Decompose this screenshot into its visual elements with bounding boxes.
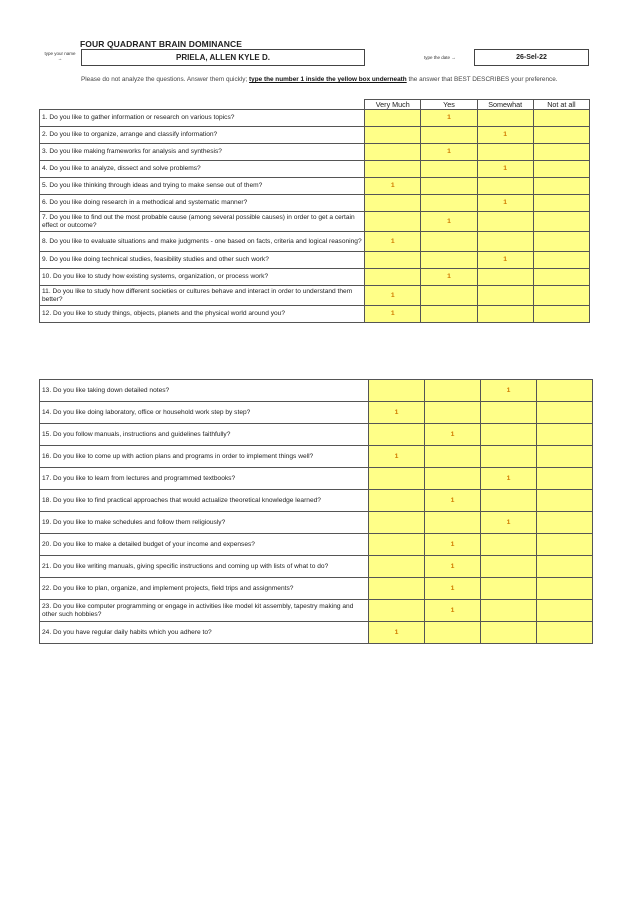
question-text: 24. Do you have regular daily habits which you adhere to? (40, 622, 369, 644)
answer-yes-cell[interactable] (425, 468, 481, 490)
name-field[interactable]: PRIELA, ALLEN KYLE D. (81, 49, 365, 66)
instructions-tail: the answer that BEST DESCRIBES your preference. (406, 76, 558, 83)
answer-yes-cell[interactable]: 1 (421, 144, 477, 161)
answer-somewhat-cell[interactable] (477, 212, 533, 232)
answer-not-at-all-cell[interactable] (533, 195, 589, 212)
answer-not-at-all-cell[interactable] (533, 110, 589, 127)
question-row (40, 178, 590, 195)
answer-very-much-cell[interactable] (365, 144, 421, 161)
question-text: 19. Do you like to make schedules and follow them religiously? (40, 512, 369, 534)
question-row (40, 600, 593, 622)
question-text: 12. Do you like to study things, objects, planets and the physical world around you? (40, 306, 365, 323)
question-text: 5. Do you like thinking through ideas and trying to make sense out of them? (40, 178, 365, 195)
question-row (40, 534, 593, 556)
answer-somewhat-cell[interactable] (477, 286, 533, 306)
answer-yes-cell[interactable]: 1 (425, 534, 481, 556)
answer-very-much-cell[interactable] (365, 127, 421, 144)
answer-yes-cell[interactable]: 1 (425, 600, 481, 622)
question-row (40, 512, 593, 534)
question-row (40, 232, 590, 252)
answer-very-much-cell[interactable] (369, 600, 425, 622)
answer-somewhat-cell[interactable] (477, 178, 533, 195)
question-text: 18. Do you like to find practical approaches that would actualize theoretical knowledge learned? (40, 490, 369, 512)
question-text: 4. Do you like to analyze, dissect and solve problems? (40, 161, 365, 178)
answer-not-at-all-cell[interactable] (533, 252, 589, 269)
answer-yes-cell[interactable]: 1 (421, 269, 477, 286)
date-label: type the date → (424, 55, 456, 60)
question-text: 21. Do you like writing manuals, giving specific instructions and coming up with lists of what to do? (40, 556, 369, 578)
questionnaire-table-1 (39, 99, 590, 323)
answer-yes-cell[interactable] (421, 127, 477, 144)
answer-very-much-cell[interactable]: 1 (365, 232, 421, 252)
answer-not-at-all-cell[interactable] (537, 380, 593, 402)
question-row (40, 195, 590, 212)
answer-yes-cell[interactable]: 1 (425, 556, 481, 578)
column-yes: Yes (421, 100, 477, 110)
answer-not-at-all-cell[interactable] (533, 127, 589, 144)
answer-not-at-all-cell[interactable] (537, 446, 593, 468)
answer-somewhat-cell[interactable]: 1 (477, 161, 533, 178)
answer-somewhat-cell[interactable] (481, 600, 537, 622)
answer-somewhat-cell[interactable] (481, 622, 537, 644)
question-row (40, 161, 590, 178)
answer-yes-cell[interactable]: 1 (425, 490, 481, 512)
column-somewhat: Somewhat (477, 100, 533, 110)
answer-very-much-cell[interactable]: 1 (365, 286, 421, 306)
question-text: 9. Do you like doing technical studies, feasibility studies and other such work? (40, 252, 365, 269)
answer-very-much-cell[interactable] (365, 195, 421, 212)
question-text: 10. Do you like to study how existing systems, organization, or process work? (40, 269, 365, 286)
answer-not-at-all-cell[interactable] (537, 424, 593, 446)
answer-yes-cell[interactable] (425, 512, 481, 534)
answer-very-much-cell[interactable] (369, 490, 425, 512)
question-text: 2. Do you like to organize, arrange and classify information? (40, 127, 365, 144)
header-row (40, 100, 590, 110)
question-row (40, 468, 593, 490)
answer-somewhat-cell[interactable] (481, 578, 537, 600)
answer-very-much-cell[interactable] (365, 110, 421, 127)
answer-not-at-all-cell[interactable] (537, 578, 593, 600)
answer-somewhat-cell[interactable] (481, 534, 537, 556)
answer-yes-cell[interactable] (421, 178, 477, 195)
answer-yes-cell[interactable] (421, 195, 477, 212)
question-row (40, 110, 590, 127)
answer-not-at-all-cell[interactable] (537, 556, 593, 578)
question-text: 16. Do you like to come up with action plans and programs in order to implement things well? (40, 446, 369, 468)
answer-yes-cell[interactable] (421, 161, 477, 178)
answer-yes-cell[interactable]: 1 (421, 212, 477, 232)
question-text: 8. Do you like to evaluate situations and make judgments - one based on facts, criteria and logical reasoning? (40, 232, 365, 252)
question-row (40, 556, 593, 578)
instructions (81, 76, 589, 84)
answer-somewhat-cell[interactable] (477, 269, 533, 286)
question-text: 7. Do you like to find out the most probable cause (among several possible causes) in order to get a certain effect or outcome? (40, 212, 365, 232)
answer-somewhat-cell[interactable] (481, 556, 537, 578)
question-text: 1. Do you like to gather information or research on various topics? (40, 110, 365, 127)
answer-very-much-cell[interactable] (365, 212, 421, 232)
answer-somewhat-cell[interactable] (481, 424, 537, 446)
answer-yes-cell[interactable]: 1 (425, 424, 481, 446)
answer-not-at-all-cell[interactable] (533, 212, 589, 232)
question-text: 13. Do you like taking down detailed notes? (40, 380, 369, 402)
column-very-much: Very Much (365, 100, 421, 110)
answer-somewhat-cell[interactable]: 1 (481, 512, 537, 534)
answer-somewhat-cell[interactable] (481, 490, 537, 512)
answer-somewhat-cell[interactable]: 1 (477, 195, 533, 212)
instructions-emphasis: type the number 1 inside the yellow box underneath (249, 76, 407, 83)
question-row (40, 212, 590, 232)
answer-very-much-cell[interactable] (369, 556, 425, 578)
answer-very-much-cell[interactable] (369, 512, 425, 534)
answer-yes-cell[interactable]: 1 (425, 578, 481, 600)
answer-yes-cell[interactable] (421, 232, 477, 252)
question-text: 15. Do you follow manuals, instructions and guidelines faithfully? (40, 424, 369, 446)
answer-somewhat-cell[interactable] (481, 446, 537, 468)
question-text: 22. Do you like to plan, organize, and implement projects, field trips and assignments? (40, 578, 369, 600)
question-row (40, 402, 593, 424)
answer-very-much-cell[interactable] (365, 161, 421, 178)
answer-somewhat-cell[interactable]: 1 (481, 468, 537, 490)
answer-not-at-all-cell[interactable] (537, 490, 593, 512)
answer-not-at-all-cell[interactable] (537, 622, 593, 644)
answer-yes-cell[interactable] (425, 380, 481, 402)
question-row (40, 144, 590, 161)
question-text: 23. Do you like computer programming or engage in activities like model kit assembly, tapestry making and other such hobbies? (40, 600, 369, 622)
answer-very-much-cell[interactable] (369, 424, 425, 446)
answer-not-at-all-cell[interactable] (533, 269, 589, 286)
question-row (40, 578, 593, 600)
answer-not-at-all-cell[interactable] (533, 144, 589, 161)
answer-not-at-all-cell[interactable] (533, 161, 589, 178)
answer-very-much-cell[interactable]: 1 (369, 622, 425, 644)
answer-yes-cell[interactable] (421, 306, 477, 323)
question-row (40, 446, 593, 468)
answer-not-at-all-cell[interactable] (537, 468, 593, 490)
question-text: 20. Do you like to make a detailed budget of your income and expenses? (40, 534, 369, 556)
answer-yes-cell[interactable]: 1 (421, 110, 477, 127)
answer-not-at-all-cell[interactable] (533, 306, 589, 323)
answer-somewhat-cell[interactable] (481, 402, 537, 424)
question-row (40, 306, 590, 323)
question-text: 11. Do you like to study how different societies or cultures behave and interact in order to understand them better? (40, 286, 365, 306)
question-row (40, 252, 590, 269)
answer-very-much-cell[interactable]: 1 (365, 178, 421, 195)
question-row (40, 127, 590, 144)
answer-yes-cell[interactable] (425, 622, 481, 644)
answer-somewhat-cell[interactable]: 1 (477, 252, 533, 269)
answer-very-much-cell[interactable] (365, 252, 421, 269)
answer-very-much-cell[interactable]: 1 (369, 446, 425, 468)
answer-very-much-cell[interactable] (369, 380, 425, 402)
answer-somewhat-cell[interactable] (477, 144, 533, 161)
question-text: 14. Do you like doing laboratory, office or household work step by step? (40, 402, 369, 424)
answer-yes-cell[interactable] (421, 286, 477, 306)
question-text: 3. Do you like making frameworks for analysis and synthesis? (40, 144, 365, 161)
answer-not-at-all-cell[interactable] (533, 232, 589, 252)
question-row (40, 286, 590, 306)
answer-very-much-cell[interactable] (369, 578, 425, 600)
question-text: 6. Do you like doing research in a methodical and systematic manner? (40, 195, 365, 212)
worksheet-title: FOUR QUADRANT BRAIN DOMINANCE (80, 39, 243, 49)
answer-somewhat-cell[interactable] (477, 306, 533, 323)
questions-body-1 (40, 110, 590, 323)
question-row (40, 380, 593, 402)
answer-very-much-cell[interactable]: 1 (369, 402, 425, 424)
column-not-at-all: Not at all (533, 100, 589, 110)
answer-very-much-cell[interactable]: 1 (365, 306, 421, 323)
question-row (40, 622, 593, 644)
answer-yes-cell[interactable] (421, 252, 477, 269)
answer-very-much-cell[interactable] (369, 534, 425, 556)
question-row (40, 424, 593, 446)
answer-not-at-all-cell[interactable] (537, 402, 593, 424)
answer-somewhat-cell[interactable] (477, 232, 533, 252)
question-text: 17. Do you like to learn from lectures and programmed textbooks? (40, 468, 369, 490)
answer-not-at-all-cell[interactable] (537, 534, 593, 556)
answer-not-at-all-cell[interactable] (537, 600, 593, 622)
answer-very-much-cell[interactable] (365, 269, 421, 286)
answer-not-at-all-cell[interactable] (533, 286, 589, 306)
question-header (40, 100, 365, 110)
answer-yes-cell[interactable] (425, 446, 481, 468)
instructions-text: Please do not analyze the questions. Answer them quickly; (81, 76, 250, 83)
answer-somewhat-cell[interactable] (477, 110, 533, 127)
answer-very-much-cell[interactable] (369, 468, 425, 490)
answer-not-at-all-cell[interactable] (537, 512, 593, 534)
question-row (40, 490, 593, 512)
answer-yes-cell[interactable] (425, 402, 481, 424)
answer-not-at-all-cell[interactable] (533, 178, 589, 195)
date-field[interactable]: 26-Sel-22 (474, 49, 589, 66)
name-label: type your name → (44, 51, 76, 61)
answer-somewhat-cell[interactable]: 1 (477, 127, 533, 144)
answer-somewhat-cell[interactable]: 1 (481, 380, 537, 402)
questionnaire-table-2 (39, 379, 593, 644)
questions-body-2 (40, 380, 593, 644)
question-row (40, 269, 590, 286)
